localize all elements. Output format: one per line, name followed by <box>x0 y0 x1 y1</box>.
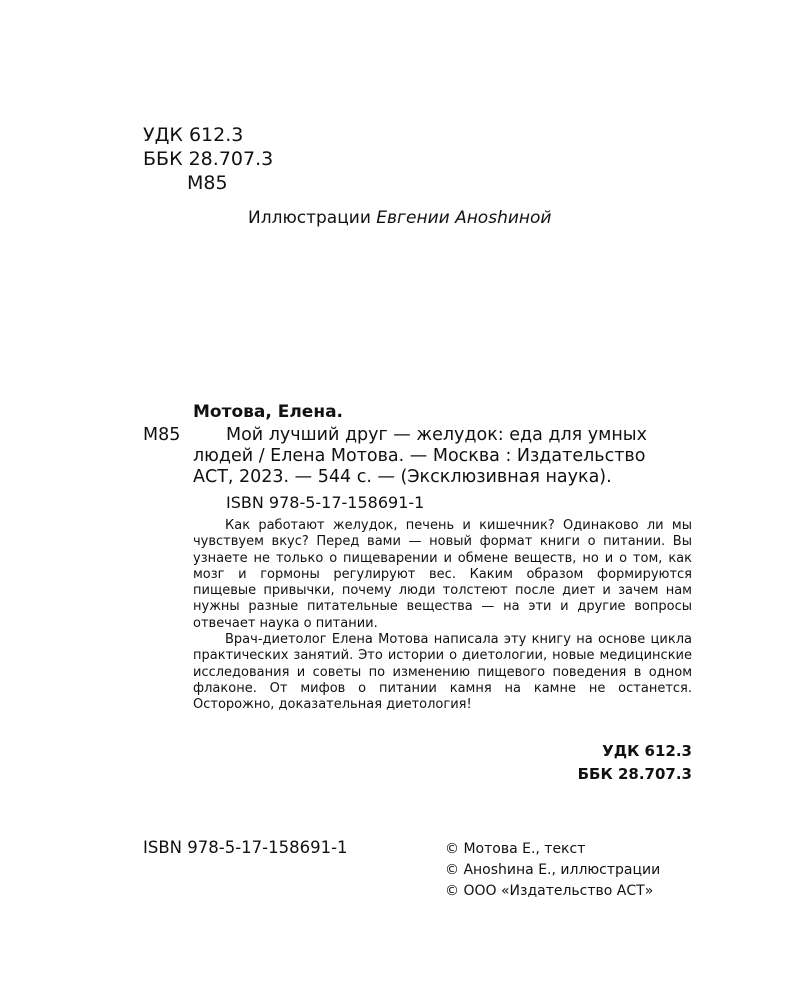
catalog-isbn: ISBN 978-5-17-158691-1 <box>226 493 425 512</box>
top-bbk: ББК 28.707.3 <box>143 148 274 170</box>
top-udk: УДК 612.3 <box>143 124 244 146</box>
bottom-classification <box>578 740 692 786</box>
illustrations-credit <box>248 208 551 228</box>
abstract <box>193 518 692 714</box>
footer-isbn: ISBN 978-5-17-158691-1 <box>143 838 348 857</box>
copyright-publisher: © ООО «Издательство АСТ» <box>445 883 654 899</box>
bottom-bbk: ББК 28.707.3 <box>577 765 692 783</box>
abstract-paragraph-2: Врач-диетолог Елена Мотова написала эту книгу на основе цикла практических занятий. Это истории о диетологии, новые медицинские исследования и советы по изменению пищевого поведения в одном флаконе. От мифов о питании камня на камне не останется. Осторожно, доказательная диетология! <box>193 632 692 713</box>
illustrations-prefix: Иллюстрации <box>248 208 371 228</box>
copyright-illustrations: © Аноshина Е., иллюстрации <box>445 862 661 878</box>
catalog-sign: М85 <box>143 425 181 445</box>
catalog-entry-line-1: Мой лучший друг — желудок: еда для умных <box>226 425 647 445</box>
bottom-udk: УДК 612.3 <box>602 742 692 760</box>
catalog-entry-line-3: АСТ, 2023. — 544 с. — (Эксклюзивная наука). <box>193 467 612 487</box>
copyright-text: © Мотова Е., текст <box>445 841 586 857</box>
catalog-author: Мотова, Елена. <box>193 402 344 422</box>
catalog-entry-line-2: людей / Елена Мотова. — Москва : Издательство <box>193 446 646 466</box>
abstract-paragraph-1: Как работают желудок, печень и кишечник? Одинаково ли мы чувствуем вкус? Перед вами — новый формат книги о питании. Вы узнаете не только о пищеварении и обмене веществ, но и о том, как мозг и гормоны регулируют вес. Каким образом формируются пищевые привычки, почему люди толстеют после диет и зачем нам нужны разные питательные вещества — на эти и другие вопросы отвечает наука о питании. <box>193 518 692 631</box>
copyright-list <box>445 839 660 902</box>
illustrator-name: Евгении Аноshиной <box>376 208 552 228</box>
top-author-sign: М85 <box>187 172 228 194</box>
